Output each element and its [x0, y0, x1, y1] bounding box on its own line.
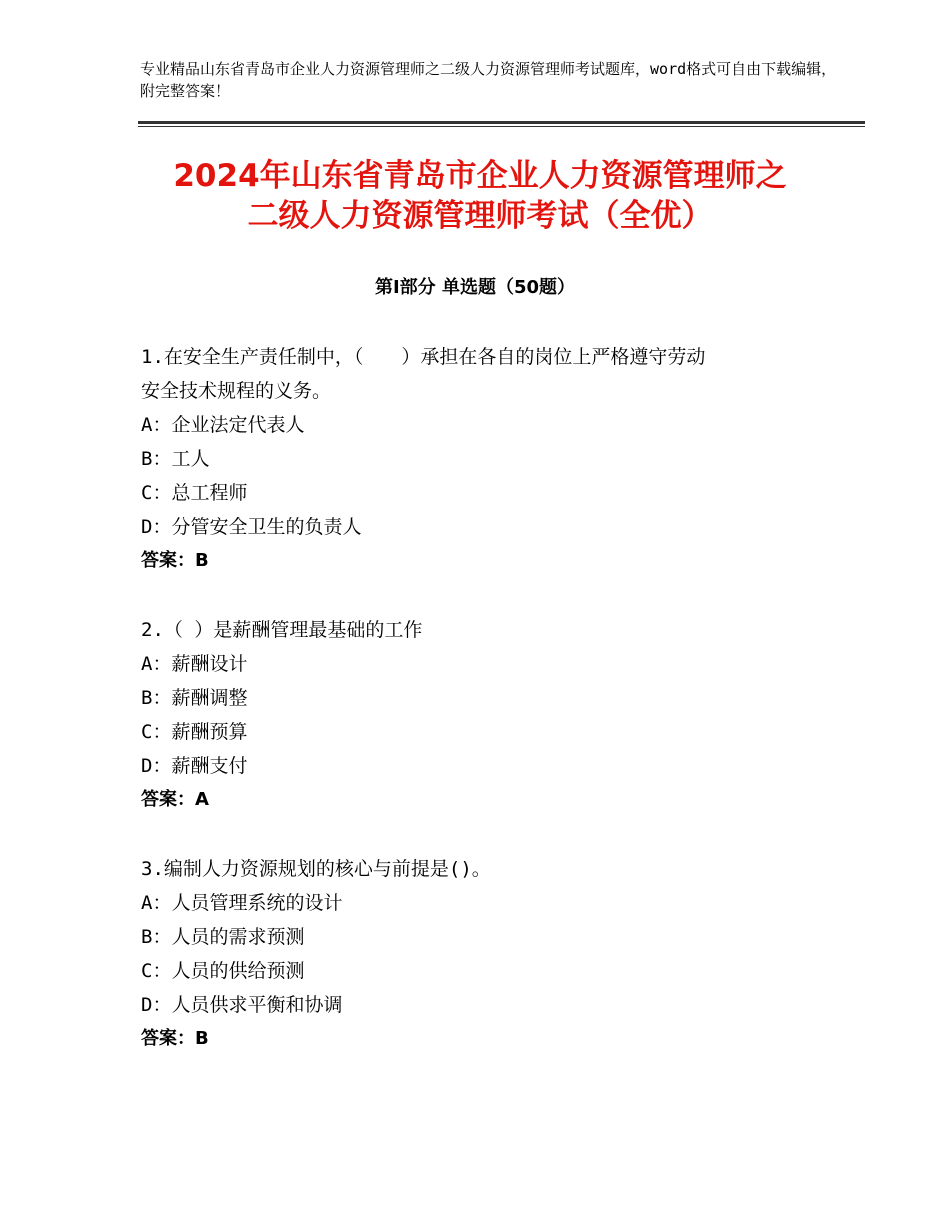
question-3-option-d: D：人员供求平衡和协调 — [141, 994, 343, 1016]
question-2-answer: 答案：A — [141, 789, 209, 810]
title-line-1: 2024年山东省青岛市企业人力资源管理师之 — [173, 158, 787, 194]
question-3-option-c: C：人员的供给预测 — [141, 960, 305, 982]
question-2-option-a: A：薪酬设计 — [141, 653, 248, 675]
document-title — [100, 156, 860, 236]
question-1-stem-line-1: 1.在安全生产责任制中，（ ）承担在各自的岗位上严格遵守劳动 — [141, 346, 706, 368]
question-1-option-a: A：企业法定代表人 — [141, 414, 305, 436]
header-note: 专业精品山东省青岛市企业人力资源管理师之二级人力资源管理师考试题库，word格式可自由下载编辑，附完整答案！ — [140, 60, 837, 100]
question-2-option-d: D：薪酬支付 — [141, 755, 248, 777]
question-3-stem-line-1: 3.编制人力资源规划的核心与前提是()。 — [141, 858, 491, 880]
header-divider-thick — [138, 121, 865, 124]
question-1-option-c: C：总工程师 — [141, 482, 248, 504]
question-1-option-d: D：分管安全卫生的负责人 — [141, 516, 362, 538]
question-1-answer: 答案：B — [141, 550, 209, 571]
title-line-2: 二级人力资源管理师考试（全优） — [247, 198, 713, 234]
question-2-option-c: C：薪酬预算 — [141, 721, 248, 743]
question-2-stem-line-1: 2.（ ）是薪酬管理最基础的工作 — [141, 619, 423, 641]
section-title: 第Ⅰ部分 单选题（50题） — [374, 277, 575, 298]
question-1-option-b: B：工人 — [141, 448, 210, 470]
header-divider-thin — [138, 126, 865, 127]
question-3-answer: 答案：B — [141, 1028, 209, 1049]
question-1-stem-line-2: 安全技术规程的义务。 — [141, 380, 332, 402]
question-3-option-a: A：人员管理系统的设计 — [141, 892, 343, 914]
question-2-option-b: B：薪酬调整 — [141, 687, 248, 709]
question-3-option-b: B：人员的需求预测 — [141, 926, 305, 948]
